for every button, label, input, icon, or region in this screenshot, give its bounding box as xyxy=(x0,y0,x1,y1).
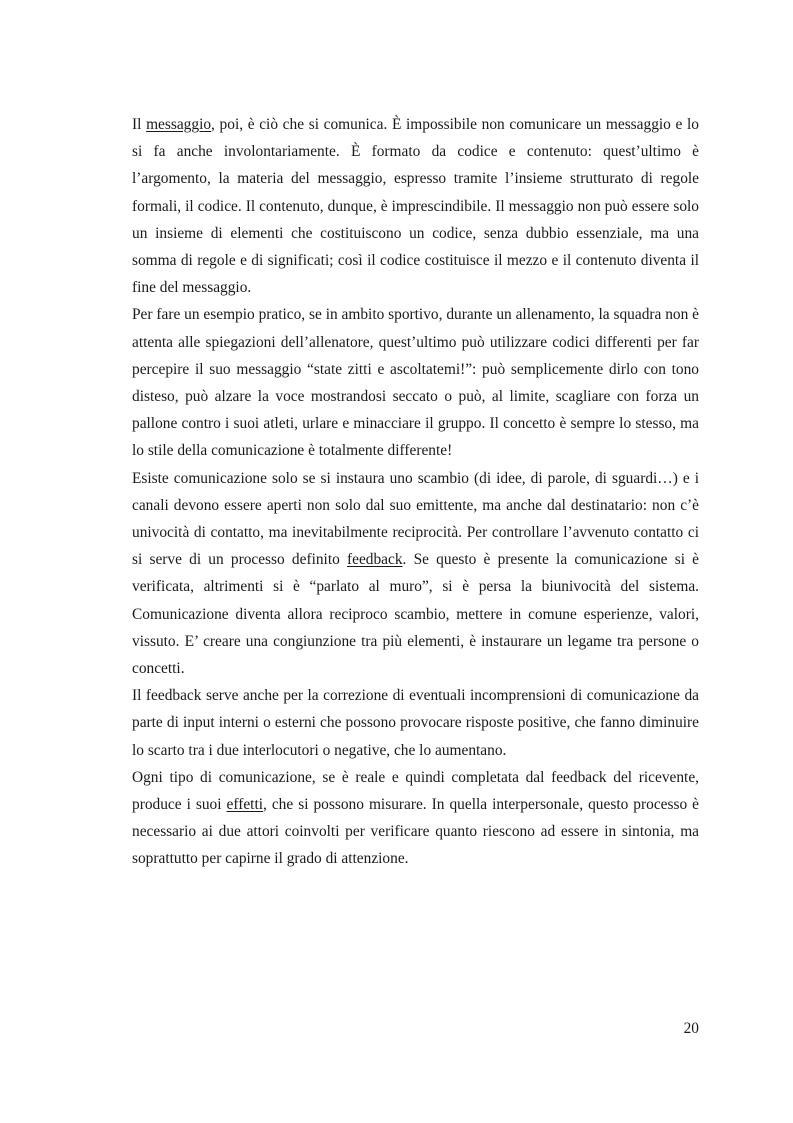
segment: , poi, è ciò che si comunica. È impossibile non comunicare un messaggio e lo si fa anche involontariamente. È formato da codice e contenuto: quest’ultimo è l’argomento, la materia del messaggio, espresso tramite l’insieme strutturato di regole formali, il codice. Il contenuto, dunque, è imprescindibile. Il messaggio non può essere solo un insieme di elementi che costituiscono un codice, senza dubbio essenziale, ma una somma di regole e di significati; così il codice costituisce il mezzo e il contenuto diventa il fine del messaggio. xyxy=(132,116,699,297)
segment: Il feedback serve anche per la correzione di eventuali incomprensioni di comunicazione da parte di input interni o esterni che possono provocare risposte positive, che fanno diminuire lo scarto tra i due interlocutori o negative, che lo aumentano. xyxy=(132,687,699,759)
segment: . Se questo è presente la comunicazione si è verificata, altrimenti si è “parlato al muro”, si è persa la biunivocità del sistema. Comunicazione diventa allora reciproco scambio, mettere in comune esperienze, valori, vissuto. E’ creare una congiunzione tra più elementi, è instaurare un legame tra persone o concetti. xyxy=(132,551,699,678)
segment: Esiste comunicazione solo se si instaura uno scambio (di idee, di parole, di sguardi…) e i canali devono essere aperti non solo dal suo emittente, ma anche dal destinatario: non c’è univocità di contatto, ma inevitabilmente reciprocità. Per controllare l’avvenuto contatto ci si serve di un processo definito xyxy=(132,469,699,569)
paragraph-1 xyxy=(132,111,699,301)
page-number: 20 xyxy=(683,1020,699,1037)
paragraph-5 xyxy=(132,764,699,873)
paragraph-2 xyxy=(132,301,699,464)
term-effetti: effetti xyxy=(226,796,263,814)
segment: Ogni tipo di comunicazione, se è reale e quindi completata dal feedback del ricevente, produce i suoi xyxy=(132,768,699,814)
paragraph-3 xyxy=(132,465,699,683)
paragraph-4 xyxy=(132,682,699,764)
term-feedback: feedback xyxy=(347,551,403,569)
segment: , che si possono misurare. In quella interpersonale, questo processo è necessario ai due attori coinvolti per verificare quanto riescono ad essere in sintonia, ma soprattutto per capirne il grado di attenzione. xyxy=(132,796,699,868)
term-messaggio: messaggio xyxy=(146,116,212,133)
segment: Per fare un esempio pratico, se in ambito sportivo, durante un allenamento, la squadra non è attenta alle spiegazioni dell’allenatore, quest’ultimo può utilizzare codici differenti per far percepire il suo messaggio “state zitti e ascoltatemi!”: può semplicemente dirlo con tono disteso, può alzare la voce mostrandosi seccato o può, al limite, scagliare con forza un pallone contro i suoi atleti, urlare e minacciare il gruppo. Il concetto è sempre lo stesso, ma lo stile della comunicazione è totalmente differente! xyxy=(132,306,699,460)
body-text xyxy=(132,111,699,873)
segment: Il xyxy=(132,116,147,133)
